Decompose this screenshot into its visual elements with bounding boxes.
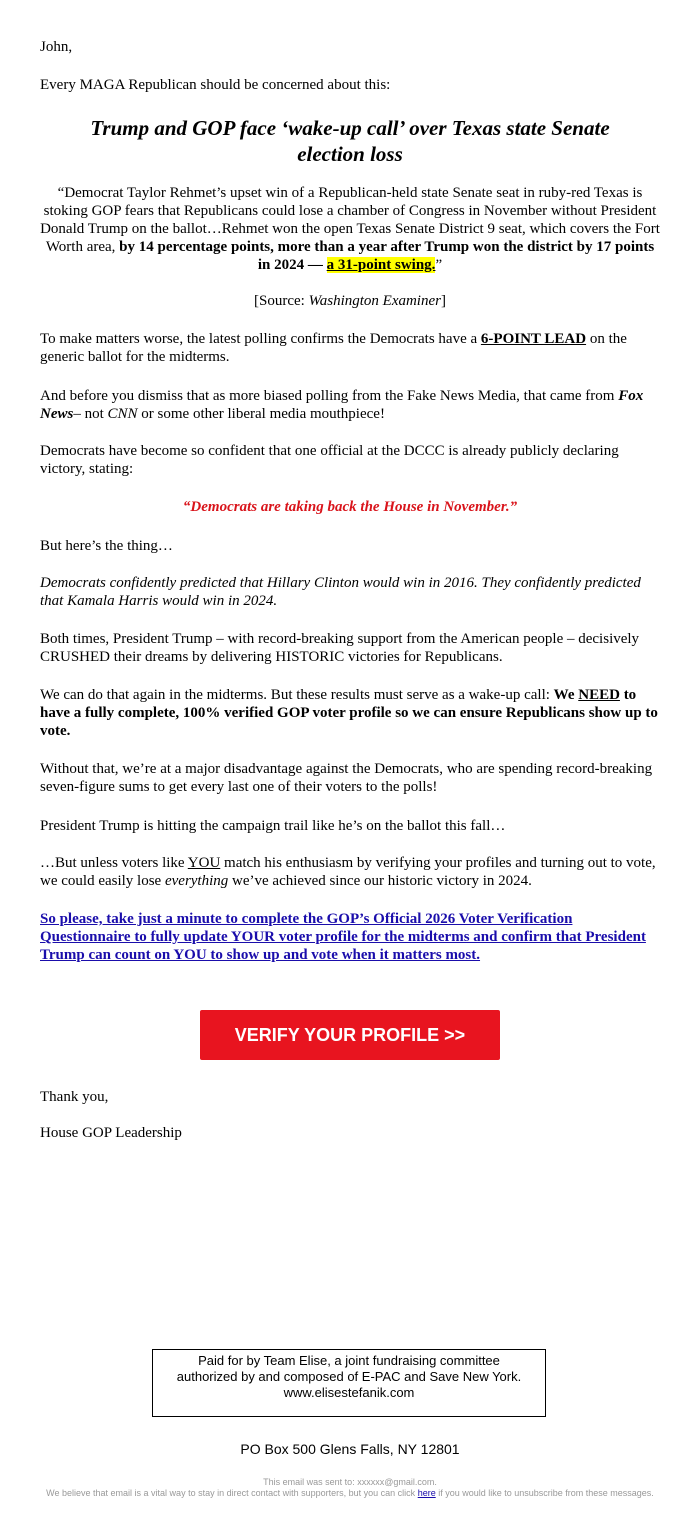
unsubscribe-notice <box>40 1488 660 1499</box>
enthusiasm-paragraph <box>40 854 660 890</box>
fox-rest: or some other liberal media mouthpiece! <box>137 406 385 422</box>
polling-rest: on the generic ballot for the midterms. <box>40 331 627 365</box>
quote-close: ” <box>435 257 443 273</box>
unsubscribe-link[interactable]: here <box>417 1488 436 1498</box>
source-suffix: ] <box>440 293 446 309</box>
dccc-paragraph: Democrats have become so confident that one official at the DCCC is already publicly declaring victory, stating: <box>40 443 619 477</box>
wake-up-bold-1: We <box>553 687 579 703</box>
crushed-paragraph: Both times, President Trump – with record-breaking support from the American people – decisively CRUSHED their dreams by delivering HISTORIC victories for Republicans. <box>40 631 640 665</box>
news-quote <box>40 184 660 274</box>
greeting: John, <box>40 39 73 55</box>
sent-to-line: This email was sent to: xxxxxx@gmail.com. <box>263 1477 437 1487</box>
wake-up-need: NEED <box>578 687 620 703</box>
fox-name: Fox News <box>40 388 644 422</box>
fox-news-paragraph <box>40 387 660 423</box>
paid-for-disclaimer <box>152 1349 546 1417</box>
fox-text: And before you dismiss that as more biased polling from the Fake News Media, that came from <box>40 388 619 404</box>
headline: Trump and GOP face ‘wake-up call’ over Texas state Senate election loss <box>90 116 610 166</box>
questionnaire-paragraph <box>40 910 660 964</box>
polling-paragraph <box>40 330 660 366</box>
wake-up-bold-2: to have a fully complete, 100% verified GOP voter profile so we can ensure Republicans show up to vote. <box>40 687 658 739</box>
unsubscribe-text: We believe that email is a vital way to stay in direct contact with supporters, but you can click <box>46 1488 418 1498</box>
questionnaire-link[interactable]: So please, take just a minute to complete the GOP’s Official 2026 Voter Verification Questionnaire to fully update YOUR voter profile for the midterms and confirm that President Trump can count on YOU to show up and vote when it matters most. <box>40 911 646 963</box>
disadvantage-paragraph: Without that, we’re at a major disadvantage against the Democrats, who are spending record-breaking seven-figure sums to get every last one of their voters to the polls! <box>40 761 653 795</box>
quote-text: “Democrat Taylor Rehmet’s upset win of a Republican-held state Senate seat in ruby-red Texas is stoking GOP fears that Republicans could lose a chamber of Congress in November without President Donald Trump on the ballot…Rehmet won the open Texas Senate District 9 seat, which covers the Fort Worth area, <box>40 185 660 255</box>
signoff: Thank you, <box>40 1089 109 1105</box>
wake-up-paragraph <box>40 686 660 740</box>
enthusiasm-rest: we’ve achieved since our historic victory in 2024. <box>228 873 532 889</box>
intro-line: Every MAGA Republican should be concerned about this: <box>40 77 391 93</box>
source-name: Washington Examiner <box>308 293 441 309</box>
cnn-name: CNN <box>107 406 138 422</box>
disclaimer-line-1: Paid for by Team Elise, a joint fundraising committee <box>198 1353 500 1368</box>
verify-profile-button[interactable]: VERIFY YOUR PROFILE >> <box>200 1010 500 1060</box>
mailing-address: PO Box 500 Glens Falls, NY 12801 <box>240 1441 460 1457</box>
disclaimer-website: www.elisestefanik.com <box>283 1385 415 1400</box>
polling-text: To make matters worse, the latest polling confirms the Democrats have a <box>40 331 481 347</box>
fox-mid: – not <box>73 406 108 422</box>
unsubscribe-rest: if you would like to unsubscribe from these messages. <box>435 1488 654 1498</box>
enthusiasm-mid: match his enthusiasm by verifying your profiles and turning out to vote, we could easily lose <box>40 855 656 889</box>
wake-up-text: We can do that again in the midterms. But these results must serve as a wake-up call: <box>40 687 554 703</box>
enthusiasm-text: …But unless voters like <box>40 855 188 871</box>
dccc-quote: “Democrats are taking back the House in November.” <box>182 499 518 515</box>
quote-bold: by 14 percentage points, more than a year after Trump won the district by 17 points in 2024 — <box>119 239 655 273</box>
campaign-trail-paragraph: President Trump is hitting the campaign trail like he’s on the ballot this fall… <box>40 818 506 834</box>
predictions-paragraph: Democrats confidently predicted that Hillary Clinton would win in 2016. They confidently predicted that Kamala Harris would win in 2024. <box>40 575 641 609</box>
disclaimer-line-2: authorized by and composed of E-PAC and Save New York. <box>176 1369 522 1384</box>
heres-the-thing: But here’s the thing… <box>40 538 173 554</box>
enthusiasm-you: YOU <box>187 855 221 871</box>
signature: House GOP Leadership <box>40 1125 182 1141</box>
quote-highlight: a 31-point swing. <box>326 257 436 273</box>
source-line <box>40 292 660 310</box>
polling-lead: 6-POINT LEAD <box>480 331 587 347</box>
source-prefix: [Source: <box>254 293 309 309</box>
enthusiasm-everything: everything <box>164 873 229 889</box>
